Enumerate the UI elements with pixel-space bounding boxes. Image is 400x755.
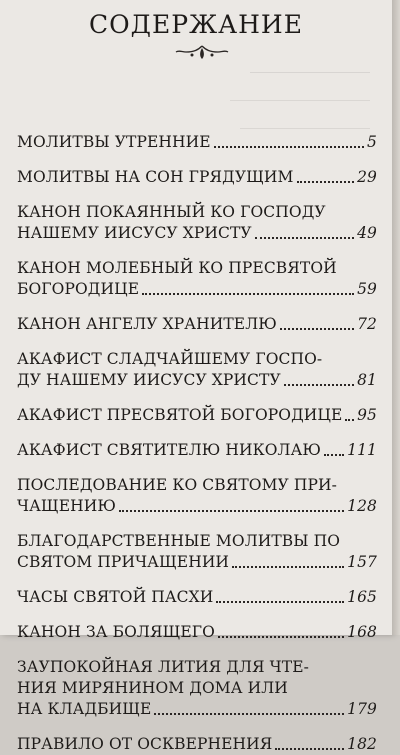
ornament-icon: [172, 44, 232, 60]
page-title: СОДЕРЖАНИЕ: [89, 10, 303, 39]
toc-entry-row: [17, 440, 377, 461]
page-edge: [392, 0, 400, 635]
toc-entry-title: БОГОРОДИЦЕ: [17, 280, 140, 298]
toc-entry-title-line: АКАФИСТ СЛАДЧАЙШЕМУ ГОСПО-: [17, 350, 323, 368]
toc-entry-page-number: 5: [367, 133, 377, 151]
toc-entry-title-line: КАНОН МОЛЕБНЫЙ КО ПРЕСВЯТОЙ: [17, 259, 337, 277]
toc-entry-title: ДУ НАШЕМУ ИИСУСУ ХРИСТУ: [17, 371, 281, 389]
toc-entry-title-line: КАНОН ПОКАЯННЫЙ КО ГОСПОДУ: [17, 203, 326, 221]
toc-entry-page-number: 182: [347, 735, 377, 753]
toc-entry-page-number: 179: [347, 700, 377, 718]
toc-entry-row: [17, 167, 377, 188]
toc-entry-page-number: 49: [357, 224, 377, 242]
toc-entry[interactable]: [17, 734, 377, 755]
toc-entry-row: [17, 622, 377, 643]
toc-entry-title-line: БЛАГОДАРСТВЕННЫЕ МОЛИТВЫ ПО: [17, 532, 341, 550]
dot-leader: [297, 181, 355, 183]
toc-entry-row: [17, 552, 377, 573]
toc-entry[interactable]: [17, 202, 377, 244]
toc-entry-row: [17, 405, 377, 426]
toc-entry[interactable]: [17, 314, 377, 335]
toc-entry-title-line: НИЯ МИРЯНИНОМ ДОМА ИЛИ: [17, 679, 288, 697]
toc-entry-page-number: 165: [347, 588, 377, 606]
toc-entry[interactable]: [17, 587, 377, 608]
toc-entry-title: ПРАВИЛО ОТ ОСКВЕРНЕНИЯ: [17, 735, 273, 753]
dot-leader: [345, 419, 354, 421]
toc-entry-title: КАНОН АНГЕЛУ ХРАНИТЕЛЮ: [17, 315, 277, 333]
toc-entry-title: НА КЛАДБИЩЕ: [17, 700, 152, 718]
toc-entry-page-number: 128: [347, 497, 377, 515]
toc-entry-row: [17, 132, 377, 153]
toc-entry-row: [17, 734, 377, 755]
toc-entry[interactable]: [17, 440, 377, 461]
dot-leader: [324, 454, 344, 456]
dot-leader: [154, 713, 344, 715]
show-through-line: [250, 62, 370, 73]
toc-entry-title: МОЛИТВЫ НА СОН ГРЯДУЩИМ: [17, 168, 294, 186]
dot-leader: [216, 601, 344, 603]
toc-entry-page-number: 95: [357, 406, 377, 424]
toc-entry-row: [17, 314, 377, 335]
toc-entry-title: НАШЕМУ ИИСУСУ ХРИСТУ: [17, 224, 252, 242]
toc-entry-page-number: 81: [357, 371, 377, 389]
dot-leader: [232, 566, 344, 568]
dot-leader: [255, 237, 354, 239]
toc-entry-title: МОЛИТВЫ УТРЕННИЕ: [17, 133, 211, 151]
dot-leader: [142, 293, 354, 295]
toc-entry-row: [17, 279, 377, 300]
toc-entry-page-number: 157: [347, 553, 377, 571]
table-of-contents: [17, 132, 377, 755]
toc-entry-title: АКАФИСТ ПРЕСВЯТОЙ БОГОРОДИЦЕ: [17, 406, 343, 424]
toc-entry[interactable]: [17, 622, 377, 643]
toc-entry-page-number: 72: [357, 315, 377, 333]
dot-leader: [280, 328, 354, 330]
toc-entry[interactable]: [17, 475, 377, 517]
toc-entry-title: ЧАЩЕНИЮ: [17, 497, 116, 515]
dot-leader: [119, 510, 344, 512]
toc-entry[interactable]: [17, 657, 377, 720]
show-through-line: [230, 90, 370, 101]
toc-entry-page-number: 29: [357, 168, 377, 186]
toc-entry[interactable]: [17, 405, 377, 426]
toc-entry[interactable]: [17, 531, 377, 573]
toc-entry-row: [17, 587, 377, 608]
dot-leader: [275, 748, 344, 750]
toc-entry-title: АКАФИСТ СВЯТИТЕЛЮ НИКОЛАЮ: [17, 441, 322, 459]
dot-leader: [284, 384, 354, 386]
toc-entry[interactable]: [17, 132, 377, 153]
toc-entry-row: [17, 223, 377, 244]
show-through-line: [240, 118, 370, 129]
toc-entry-page-number: 168: [347, 623, 377, 641]
toc-entry[interactable]: [17, 349, 377, 391]
toc-entry-title: СВЯТОМ ПРИЧАЩЕНИИ: [17, 553, 230, 571]
toc-entry-title: ЧАСЫ СВЯТОЙ ПАСХИ: [17, 588, 214, 606]
toc-entry-page-number: 111: [347, 441, 377, 459]
dot-leader: [218, 636, 344, 638]
toc-entry[interactable]: [17, 167, 377, 188]
toc-entry-page-number: 59: [357, 280, 377, 298]
toc-entry[interactable]: [17, 258, 377, 300]
toc-entry-title-line: ЗАУПОКОЙНАЯ ЛИТИЯ ДЛЯ ЧТЕ-: [17, 658, 309, 676]
toc-entry-title-line: ПОСЛЕДОВАНИЕ КО СВЯТОМУ ПРИ-: [17, 476, 337, 494]
toc-entry-row: [17, 699, 377, 720]
toc-entry-row: [17, 370, 377, 391]
dot-leader: [214, 146, 364, 148]
toc-entry-title: КАНОН ЗА БОЛЯЩЕГО: [17, 623, 215, 641]
toc-entry-row: [17, 496, 377, 517]
